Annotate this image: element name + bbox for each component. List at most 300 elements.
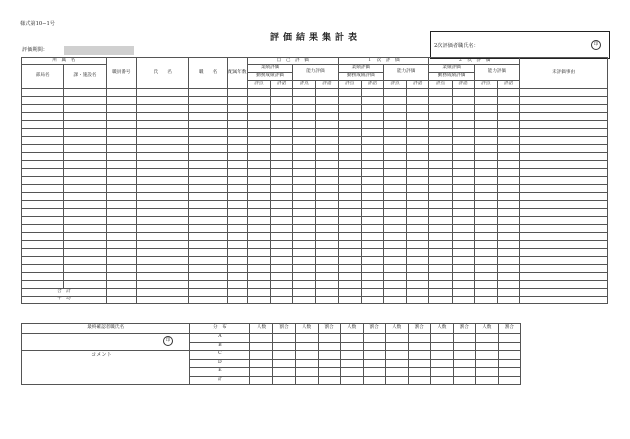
table-cell[interactable] xyxy=(227,201,247,209)
table-cell[interactable] xyxy=(189,201,227,209)
table-cell[interactable] xyxy=(497,273,519,281)
table-cell[interactable] xyxy=(106,185,136,193)
table-cell[interactable] xyxy=(361,89,383,97)
distribution-cell[interactable] xyxy=(453,359,475,368)
distribution-cell[interactable] xyxy=(250,376,273,385)
table-cell[interactable] xyxy=(429,97,452,105)
distribution-cell[interactable] xyxy=(273,342,295,351)
distribution-cell[interactable] xyxy=(250,334,273,343)
table-cell[interactable] xyxy=(247,217,270,225)
distribution-cell[interactable] xyxy=(475,351,498,360)
table-cell[interactable] xyxy=(293,129,316,137)
table-cell[interactable] xyxy=(22,225,64,233)
table-cell[interactable] xyxy=(497,169,519,177)
table-cell[interactable] xyxy=(338,265,361,273)
table-cell[interactable] xyxy=(136,201,188,209)
table-cell[interactable] xyxy=(136,153,188,161)
table-cell[interactable] xyxy=(520,105,608,113)
table-cell[interactable] xyxy=(271,225,293,233)
table-cell[interactable] xyxy=(497,185,519,193)
table-cell[interactable] xyxy=(407,265,429,273)
table-cell[interactable] xyxy=(474,161,497,169)
distribution-cell[interactable] xyxy=(453,334,475,343)
table-cell[interactable] xyxy=(227,185,247,193)
table-cell[interactable] xyxy=(520,129,608,137)
table-cell[interactable] xyxy=(520,121,608,129)
distribution-cell[interactable] xyxy=(385,376,408,385)
table-cell[interactable] xyxy=(247,89,270,97)
table-cell[interactable] xyxy=(227,209,247,217)
table-cell[interactable] xyxy=(106,129,136,137)
table-cell[interactable] xyxy=(452,273,474,281)
table-cell[interactable] xyxy=(497,105,519,113)
table-cell[interactable] xyxy=(316,185,338,193)
table-cell[interactable] xyxy=(293,153,316,161)
table-cell[interactable] xyxy=(293,257,316,265)
table-cell[interactable] xyxy=(247,257,270,265)
table-cell[interactable] xyxy=(429,161,452,169)
table-cell[interactable] xyxy=(474,241,497,249)
distribution-cell[interactable] xyxy=(273,376,295,385)
table-cell[interactable] xyxy=(497,265,519,273)
distribution-cell[interactable] xyxy=(273,334,295,343)
distribution-cell[interactable] xyxy=(475,376,498,385)
table-cell[interactable] xyxy=(429,233,452,241)
table-cell[interactable] xyxy=(338,249,361,257)
table-cell[interactable] xyxy=(136,209,188,217)
table-cell[interactable] xyxy=(136,265,188,273)
table-cell[interactable] xyxy=(22,169,64,177)
table-cell[interactable] xyxy=(452,209,474,217)
table-cell[interactable] xyxy=(316,257,338,265)
table-cell[interactable] xyxy=(520,241,608,249)
distribution-cell[interactable] xyxy=(340,334,363,343)
table-cell[interactable] xyxy=(293,145,316,153)
table-cell[interactable] xyxy=(316,281,338,289)
distribution-cell[interactable] xyxy=(295,359,318,368)
table-cell[interactable] xyxy=(247,249,270,257)
distribution-cell[interactable] xyxy=(340,368,363,377)
table-cell[interactable] xyxy=(497,217,519,225)
table-cell[interactable] xyxy=(429,249,452,257)
table-cell[interactable] xyxy=(316,265,338,273)
distribution-cell[interactable] xyxy=(273,359,295,368)
table-cell[interactable] xyxy=(227,281,247,289)
table-cell[interactable] xyxy=(136,145,188,153)
table-cell[interactable] xyxy=(271,273,293,281)
table-cell[interactable] xyxy=(520,161,608,169)
table-cell[interactable] xyxy=(497,153,519,161)
table-cell[interactable] xyxy=(520,281,608,289)
table-cell[interactable] xyxy=(189,105,227,113)
table-cell[interactable] xyxy=(474,201,497,209)
table-cell[interactable] xyxy=(361,185,383,193)
table-cell[interactable] xyxy=(293,217,316,225)
table-cell[interactable] xyxy=(316,161,338,169)
table-cell[interactable] xyxy=(227,273,247,281)
distribution-cell[interactable] xyxy=(385,342,408,351)
table-cell[interactable] xyxy=(189,241,227,249)
table-cell[interactable] xyxy=(64,265,106,273)
table-cell[interactable] xyxy=(106,113,136,121)
table-cell[interactable] xyxy=(383,217,406,225)
table-cell[interactable] xyxy=(338,281,361,289)
table-cell[interactable] xyxy=(383,241,406,249)
distribution-cell[interactable] xyxy=(430,334,453,343)
table-cell[interactable] xyxy=(338,257,361,265)
distribution-cell[interactable] xyxy=(318,351,340,360)
table-cell[interactable] xyxy=(271,257,293,265)
table-cell[interactable] xyxy=(64,97,106,105)
table-cell[interactable] xyxy=(22,97,64,105)
table-cell[interactable] xyxy=(407,161,429,169)
table-cell[interactable] xyxy=(520,193,608,201)
table-cell[interactable] xyxy=(497,89,519,97)
table-cell[interactable] xyxy=(189,273,227,281)
distribution-cell[interactable] xyxy=(453,351,475,360)
distribution-cell[interactable] xyxy=(430,368,453,377)
table-cell[interactable] xyxy=(383,209,406,217)
table-cell[interactable] xyxy=(64,161,106,169)
table-cell[interactable] xyxy=(407,249,429,257)
distribution-cell[interactable] xyxy=(363,376,385,385)
table-cell[interactable] xyxy=(474,209,497,217)
table-cell[interactable] xyxy=(227,249,247,257)
table-cell[interactable] xyxy=(497,225,519,233)
table-cell[interactable] xyxy=(136,121,188,129)
table-cell[interactable] xyxy=(136,217,188,225)
table-cell[interactable] xyxy=(271,209,293,217)
distribution-cell[interactable] xyxy=(318,376,340,385)
table-cell[interactable] xyxy=(189,121,227,129)
distribution-cell[interactable] xyxy=(363,342,385,351)
table-cell[interactable] xyxy=(497,121,519,129)
table-cell[interactable] xyxy=(293,177,316,185)
table-cell[interactable] xyxy=(383,113,406,121)
table-cell[interactable] xyxy=(22,241,64,249)
table-cell[interactable] xyxy=(361,169,383,177)
table-cell[interactable] xyxy=(136,97,188,105)
table-cell[interactable] xyxy=(247,281,270,289)
table-cell[interactable] xyxy=(497,201,519,209)
table-cell[interactable] xyxy=(316,137,338,145)
table-cell[interactable] xyxy=(64,257,106,265)
table-cell[interactable] xyxy=(22,129,64,137)
table-cell[interactable] xyxy=(520,137,608,145)
table-cell[interactable] xyxy=(429,241,452,249)
table-cell[interactable] xyxy=(452,161,474,169)
distribution-cell[interactable] xyxy=(498,351,520,360)
table-cell[interactable] xyxy=(189,129,227,137)
table-cell[interactable] xyxy=(293,169,316,177)
table-cell[interactable] xyxy=(338,161,361,169)
table-cell[interactable] xyxy=(189,177,227,185)
table-cell[interactable] xyxy=(383,257,406,265)
table-cell[interactable] xyxy=(383,161,406,169)
distribution-cell[interactable] xyxy=(475,342,498,351)
table-cell[interactable] xyxy=(316,169,338,177)
table-cell[interactable] xyxy=(189,185,227,193)
table-cell[interactable] xyxy=(136,129,188,137)
table-cell[interactable] xyxy=(189,161,227,169)
table-cell[interactable] xyxy=(106,265,136,273)
table-cell[interactable] xyxy=(452,265,474,273)
table-cell[interactable] xyxy=(497,249,519,257)
table-cell[interactable] xyxy=(520,145,608,153)
table-cell[interactable] xyxy=(64,129,106,137)
table-cell[interactable] xyxy=(64,193,106,201)
table-cell[interactable] xyxy=(189,137,227,145)
table-cell[interactable] xyxy=(64,249,106,257)
table-cell[interactable] xyxy=(474,193,497,201)
table-cell[interactable] xyxy=(136,169,188,177)
table-cell[interactable] xyxy=(361,257,383,265)
table-cell[interactable] xyxy=(407,113,429,121)
table-cell[interactable] xyxy=(227,241,247,249)
table-cell[interactable] xyxy=(271,137,293,145)
table-cell[interactable] xyxy=(106,273,136,281)
table-cell[interactable] xyxy=(22,137,64,145)
table-cell[interactable] xyxy=(338,177,361,185)
table-cell[interactable] xyxy=(338,225,361,233)
distribution-cell[interactable] xyxy=(498,342,520,351)
table-cell[interactable] xyxy=(22,209,64,217)
table-cell[interactable] xyxy=(497,113,519,121)
table-cell[interactable] xyxy=(474,137,497,145)
table-cell[interactable] xyxy=(407,97,429,105)
table-cell[interactable] xyxy=(361,193,383,201)
table-cell[interactable] xyxy=(407,185,429,193)
table-cell[interactable] xyxy=(106,177,136,185)
table-cell[interactable] xyxy=(452,137,474,145)
table-cell[interactable] xyxy=(22,185,64,193)
table-cell[interactable] xyxy=(136,241,188,249)
table-cell[interactable] xyxy=(407,121,429,129)
table-cell[interactable] xyxy=(383,145,406,153)
table-cell[interactable] xyxy=(407,145,429,153)
table-cell[interactable] xyxy=(136,105,188,113)
table-cell[interactable] xyxy=(338,185,361,193)
table-cell[interactable] xyxy=(429,137,452,145)
table-cell[interactable] xyxy=(22,193,64,201)
table-cell[interactable] xyxy=(227,257,247,265)
table-cell[interactable] xyxy=(338,137,361,145)
table-cell[interactable] xyxy=(271,217,293,225)
table-cell[interactable] xyxy=(64,185,106,193)
table-cell[interactable] xyxy=(429,201,452,209)
table-cell[interactable] xyxy=(452,113,474,121)
distribution-cell[interactable] xyxy=(250,368,273,377)
table-cell[interactable] xyxy=(247,129,270,137)
table-cell[interactable] xyxy=(429,217,452,225)
table-cell[interactable] xyxy=(520,273,608,281)
table-cell[interactable] xyxy=(338,145,361,153)
table-cell[interactable] xyxy=(520,169,608,177)
table-cell[interactable] xyxy=(338,129,361,137)
table-cell[interactable] xyxy=(316,225,338,233)
table-cell[interactable] xyxy=(293,105,316,113)
table-cell[interactable] xyxy=(106,201,136,209)
table-cell[interactable] xyxy=(338,121,361,129)
table-cell[interactable] xyxy=(64,153,106,161)
table-cell[interactable] xyxy=(64,209,106,217)
table-cell[interactable] xyxy=(106,97,136,105)
table-cell[interactable] xyxy=(271,113,293,121)
table-cell[interactable] xyxy=(474,105,497,113)
table-cell[interactable] xyxy=(429,177,452,185)
table-cell[interactable] xyxy=(64,121,106,129)
table-cell[interactable] xyxy=(293,113,316,121)
distribution-cell[interactable] xyxy=(430,351,453,360)
table-cell[interactable] xyxy=(407,137,429,145)
table-cell[interactable] xyxy=(189,281,227,289)
table-cell[interactable] xyxy=(227,225,247,233)
table-cell[interactable] xyxy=(407,177,429,185)
table-cell[interactable] xyxy=(247,105,270,113)
table-cell[interactable] xyxy=(474,129,497,137)
table-cell[interactable] xyxy=(64,145,106,153)
table-cell[interactable] xyxy=(247,161,270,169)
table-cell[interactable] xyxy=(383,201,406,209)
table-cell[interactable] xyxy=(189,113,227,121)
table-cell[interactable] xyxy=(293,193,316,201)
table-cell[interactable] xyxy=(497,97,519,105)
table-cell[interactable] xyxy=(106,121,136,129)
table-cell[interactable] xyxy=(293,273,316,281)
table-cell[interactable] xyxy=(452,153,474,161)
table-cell[interactable] xyxy=(429,257,452,265)
distribution-cell[interactable] xyxy=(408,376,430,385)
table-cell[interactable] xyxy=(474,97,497,105)
table-cell[interactable] xyxy=(383,233,406,241)
table-cell[interactable] xyxy=(64,169,106,177)
table-cell[interactable] xyxy=(429,169,452,177)
table-cell[interactable] xyxy=(338,209,361,217)
table-cell[interactable] xyxy=(474,281,497,289)
distribution-cell[interactable] xyxy=(498,334,520,343)
table-cell[interactable] xyxy=(497,257,519,265)
distribution-cell[interactable] xyxy=(475,359,498,368)
table-cell[interactable] xyxy=(407,273,429,281)
table-cell[interactable] xyxy=(136,137,188,145)
table-cell[interactable] xyxy=(383,193,406,201)
table-cell[interactable] xyxy=(106,105,136,113)
table-cell[interactable] xyxy=(474,217,497,225)
table-cell[interactable] xyxy=(452,89,474,97)
distribution-cell[interactable] xyxy=(295,368,318,377)
table-cell[interactable] xyxy=(338,193,361,201)
table-cell[interactable] xyxy=(520,153,608,161)
table-cell[interactable] xyxy=(247,193,270,201)
table-cell[interactable] xyxy=(316,209,338,217)
table-cell[interactable] xyxy=(227,145,247,153)
table-cell[interactable] xyxy=(520,233,608,241)
table-cell[interactable] xyxy=(474,249,497,257)
table-cell[interactable] xyxy=(106,193,136,201)
table-cell[interactable] xyxy=(293,225,316,233)
table-cell[interactable] xyxy=(520,89,608,97)
table-cell[interactable] xyxy=(452,257,474,265)
table-cell[interactable] xyxy=(106,249,136,257)
table-cell[interactable] xyxy=(247,97,270,105)
period-field[interactable] xyxy=(64,46,134,55)
table-cell[interactable] xyxy=(189,153,227,161)
distribution-cell[interactable] xyxy=(340,359,363,368)
distribution-cell[interactable] xyxy=(385,334,408,343)
table-cell[interactable] xyxy=(247,185,270,193)
table-cell[interactable] xyxy=(271,89,293,97)
table-cell[interactable] xyxy=(474,257,497,265)
table-cell[interactable] xyxy=(497,209,519,217)
distribution-cell[interactable] xyxy=(318,342,340,351)
table-cell[interactable] xyxy=(271,153,293,161)
table-cell[interactable] xyxy=(361,129,383,137)
table-cell[interactable] xyxy=(361,201,383,209)
table-cell[interactable] xyxy=(316,129,338,137)
table-cell[interactable] xyxy=(247,265,270,273)
table-cell[interactable] xyxy=(293,185,316,193)
distribution-cell[interactable] xyxy=(498,359,520,368)
table-cell[interactable] xyxy=(136,185,188,193)
distribution-cell[interactable] xyxy=(318,334,340,343)
table-cell[interactable] xyxy=(271,185,293,193)
table-cell[interactable] xyxy=(316,273,338,281)
table-cell[interactable] xyxy=(64,105,106,113)
table-cell[interactable] xyxy=(227,97,247,105)
distribution-cell[interactable] xyxy=(295,334,318,343)
table-cell[interactable] xyxy=(383,97,406,105)
table-cell[interactable] xyxy=(520,97,608,105)
table-cell[interactable] xyxy=(22,161,64,169)
table-cell[interactable] xyxy=(316,121,338,129)
table-cell[interactable] xyxy=(316,233,338,241)
table-cell[interactable] xyxy=(136,89,188,97)
distribution-cell[interactable] xyxy=(295,376,318,385)
table-cell[interactable] xyxy=(452,177,474,185)
table-cell[interactable] xyxy=(22,217,64,225)
table-cell[interactable] xyxy=(361,137,383,145)
distribution-cell[interactable] xyxy=(363,368,385,377)
distribution-cell[interactable] xyxy=(250,342,273,351)
distribution-cell[interactable] xyxy=(498,376,520,385)
table-cell[interactable] xyxy=(22,113,64,121)
table-cell[interactable] xyxy=(64,241,106,249)
table-cell[interactable] xyxy=(293,161,316,169)
table-cell[interactable] xyxy=(189,89,227,97)
table-cell[interactable] xyxy=(407,217,429,225)
table-cell[interactable] xyxy=(474,265,497,273)
table-cell[interactable] xyxy=(227,217,247,225)
table-cell[interactable] xyxy=(361,121,383,129)
table-cell[interactable] xyxy=(452,233,474,241)
table-cell[interactable] xyxy=(361,153,383,161)
distribution-cell[interactable] xyxy=(430,342,453,351)
table-cell[interactable] xyxy=(474,185,497,193)
table-cell[interactable] xyxy=(474,177,497,185)
table-cell[interactable] xyxy=(429,273,452,281)
table-cell[interactable] xyxy=(136,161,188,169)
table-cell[interactable] xyxy=(22,121,64,129)
table-cell[interactable] xyxy=(227,233,247,241)
table-cell[interactable] xyxy=(316,193,338,201)
table-cell[interactable] xyxy=(64,233,106,241)
table-cell[interactable] xyxy=(520,209,608,217)
table-cell[interactable] xyxy=(64,225,106,233)
table-cell[interactable] xyxy=(383,169,406,177)
table-cell[interactable] xyxy=(383,225,406,233)
table-cell[interactable] xyxy=(361,265,383,273)
table-cell[interactable] xyxy=(361,241,383,249)
